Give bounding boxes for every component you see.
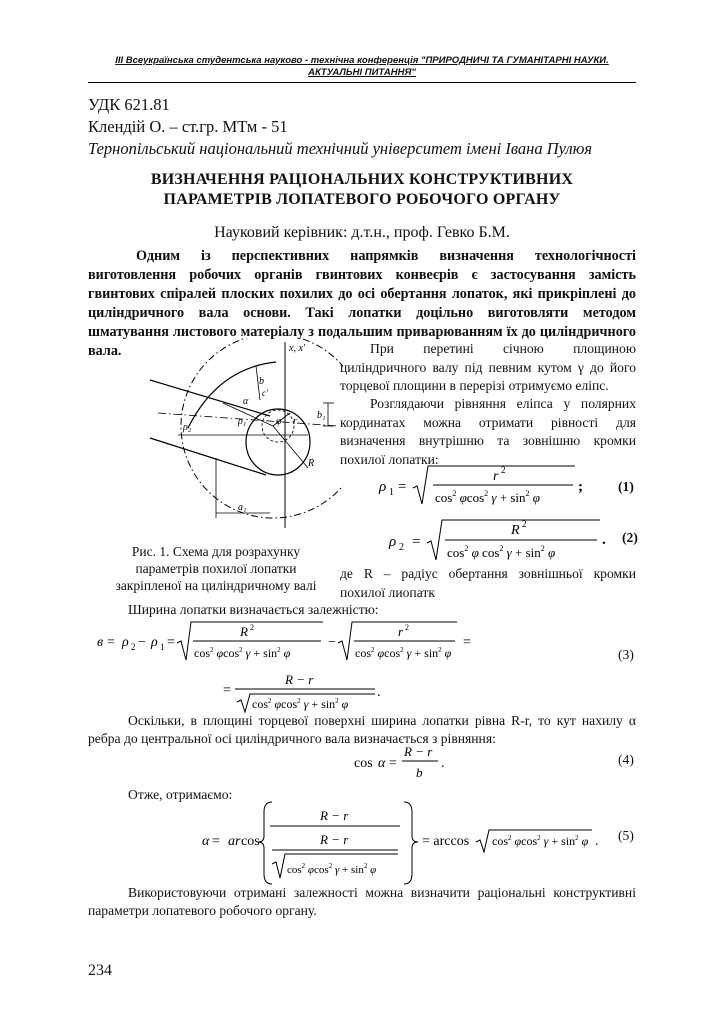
svg-text:=: = (212, 834, 220, 849)
svg-text:2: 2 (250, 623, 254, 632)
svg-text:;: ; (578, 479, 583, 495)
R-line (273, 426, 308, 468)
svg-text:ρ: ρ (122, 635, 129, 650)
svg-text:R: R (240, 624, 248, 639)
svg-text:cos2 φcos2 γ + sin2 φ: $\cos^2 \varphi\cos^2$ $\gamma + \sin^2 \varphi$ (194, 646, 291, 660)
a1-label: a₁ (238, 502, 247, 513)
equation-1-number: (1) (618, 479, 634, 494)
equation-3-number: (3) (618, 647, 634, 662)
equation-2-number: (2) (622, 530, 638, 545)
right-col-paragraph2 (340, 395, 636, 469)
svg-text:.: . (377, 685, 381, 700)
svg-text:R − r: R − r (320, 808, 349, 823)
conference-header-line1: III Всеукраїнська студентська науково - технічна конференція "ПРИРОДНИЧІ ТА ГУМАНІТАРНІ НАУКИ. (115, 55, 609, 66)
svg-text:R − r: R − r (404, 744, 433, 759)
figure-caption-line3: закріпленої на циліндричному валі (115, 578, 317, 593)
svg-text:R − r: R − r (285, 672, 314, 687)
svg-text:=: = (412, 534, 421, 550)
equation-3 (95, 616, 485, 716)
shaft-top-edge (150, 380, 270, 416)
p2-line3: визначення внутрішню та зовнішню кромки (340, 433, 636, 448)
svg-text:= arccos: = arccos (422, 834, 470, 849)
b1-label: b₁ (317, 410, 326, 421)
where-line2: похилої лиопатк (340, 584, 435, 600)
figure-caption-line2: параметрів похилої лопатки (135, 561, 297, 576)
svg-text:=: = (167, 635, 175, 650)
svg-text:=: = (398, 479, 407, 495)
conference-header (95, 55, 629, 79)
abstract-paragraph: Одним із перспективних напрямків визначення технологічності виготовлення робочих органів гвинтових конвеєрів є застосування замість гвинтових спіралей плоских похилих до осі обертання лопаток, які прикріплені до циліндричного вала основи. Такі лопатки доцільно виготовляти методом шматування листового матеріалу з подальшим приварюванням їх до циліндричного вала. (88, 248, 636, 359)
svg-text:cos2 φ cos2 γ + sin2 φ: $\cos^2 \varphi$ $\cos^2 \gamma + \sin^2 \varphi$ (447, 544, 556, 560)
svg-text:=: = (389, 756, 397, 771)
svg-text:cos2 φcos2 γ + sin2 φ: $\cos^2 \varphi\cos^2$ $\gamma + \sin^2 \varphi$ (355, 646, 452, 660)
svg-text:2: 2 (399, 542, 404, 553)
equation-1 (375, 460, 595, 508)
paper-title-line2: ПАРАМЕТРІВ ЛОПАТЕВОГО РОБОЧОГО ОРГАНУ (163, 191, 561, 208)
svg-text:2: 2 (405, 623, 409, 632)
svg-text:r: r (398, 624, 404, 639)
p2-line1: Розглядаючи рівняння еліпса у полярних (370, 396, 636, 411)
svg-text:.: . (602, 532, 606, 548)
equation-5 (200, 798, 610, 888)
udk-code: УДК 621.81 (88, 95, 170, 114)
axis-label: x, x′ (289, 343, 306, 354)
alpha-label: α (243, 396, 249, 407)
therefore-line: Отже, отримаємо: (128, 787, 233, 802)
svg-text:−: − (138, 635, 146, 650)
svg-text:ρ: ρ (389, 534, 397, 550)
equation-4 (352, 742, 452, 784)
svg-text:cos2 φcos2 γ + sin2 φ: $\cos^2 \varphi\cos^2$ $\gamma + \sin^2 \varphi$ (435, 489, 540, 505)
p1-line3: торцевої площини в перерізі отримуємо еліпс. (340, 378, 609, 393)
phi-label: φ (276, 416, 282, 427)
svg-text:α: α (378, 756, 386, 771)
where-line1: де R – радіус обертання зовнішньої кромки (340, 566, 636, 581)
svg-text:b: b (416, 765, 423, 780)
svg-text:2: 2 (131, 642, 136, 652)
svg-text:cos: cos (354, 756, 373, 771)
svg-text:R: R (511, 523, 520, 538)
figure-caption-line1: Рис. 1. Схема для розрахунку (131, 544, 301, 559)
right-col-paragraph1 (340, 340, 636, 396)
width-intro: Ширина лопатки визначається залежністю: (128, 602, 379, 617)
c-label: c′ (262, 388, 268, 398)
page-number: 234 (88, 962, 112, 979)
svg-text:ρ: ρ (151, 635, 158, 650)
svg-text:2: 2 (501, 465, 506, 475)
svg-text:−: − (328, 635, 336, 650)
paper-title (88, 170, 636, 210)
svg-text:ar: ar (228, 834, 241, 849)
svg-text:cos2 φcos2 γ + sin2 φ: $\cos^2 \varphi\cos^2$ $\gamma + \sin^2 \varphi$ (287, 862, 377, 876)
figure-diagram (148, 338, 343, 530)
conclusion-paragraph: Використовуючи отримані залежності можна визначити раціональні конструктивні параметри лопатевого робочого органу. (88, 885, 636, 918)
conference-header-line2: АКТУАЛЬНІ ПИТАННЯ" (308, 67, 416, 78)
b-label: b (259, 376, 264, 387)
paper-title-line1: ВИЗНАЧЕННЯ РАЦІОНАЛЬНИХ КОНСТРУКТИВНИХ (150, 171, 574, 188)
svg-text:1: 1 (389, 487, 394, 498)
where-paragraph (340, 565, 636, 602)
author-line: Клендій О. – ст.гр. МТм - 51 (88, 117, 288, 136)
svg-text:ρ: ρ (379, 479, 387, 495)
svg-text:1: 1 (160, 642, 165, 652)
p1-line1: При перетині січною площиною (370, 341, 636, 356)
supervisor-line: Науковий керівник: д.т.н., проф. Гевко Б.М. (214, 224, 510, 241)
p2-line2: кординатах можна отримати рівності для (340, 414, 636, 430)
svg-text:α: α (202, 834, 210, 849)
equation-2 (385, 512, 615, 564)
svg-text:.: . (441, 756, 445, 771)
svg-text:cos2 φcos2 γ + sin2 φ: $\cos^2 \varphi\cos^2$ $\gamma + \sin^2 \varphi$ (252, 697, 349, 711)
paragraph-cos: Оскільки, в площині торцевої поверхні ширина лопатки рівна R-r, то кут нахилу α ребра до центральної осі циліндричного вала визначається з рівняння: (88, 713, 636, 746)
svg-text:R − r: R − r (320, 832, 349, 847)
svg-text:.: . (595, 834, 599, 849)
svg-text:cos: cos (241, 834, 260, 849)
r-label: r (293, 416, 297, 427)
svg-text:в: в (97, 635, 104, 650)
p2-line4: похилої лопатки: (340, 451, 439, 467)
figure-caption (88, 543, 344, 594)
svg-text:cos2 φcos2 γ + sin2 φ: $\cos^2 \varphi\cos^2$ $\gamma + \sin^2 \varphi$ (492, 834, 589, 848)
svg-text:=: = (463, 635, 471, 650)
R-label: R (308, 458, 315, 469)
svg-text:=: = (223, 683, 231, 698)
p1-line2: циліндричного валу під певним кутом γ до його (340, 359, 636, 375)
header-rule (88, 82, 636, 83)
rho2-label: ρ₂ (183, 422, 192, 433)
equation-4-number: (4) (618, 752, 634, 767)
equation-5-number: (5) (618, 828, 634, 843)
affiliation-line: Тернопільський національний технічний університет імені Івана Пулюя (88, 139, 593, 158)
svg-text:2: 2 (522, 519, 527, 529)
svg-text:=: = (107, 635, 115, 650)
svg-text:r: r (493, 469, 499, 484)
rho1-label: ρ₁ (238, 416, 247, 427)
